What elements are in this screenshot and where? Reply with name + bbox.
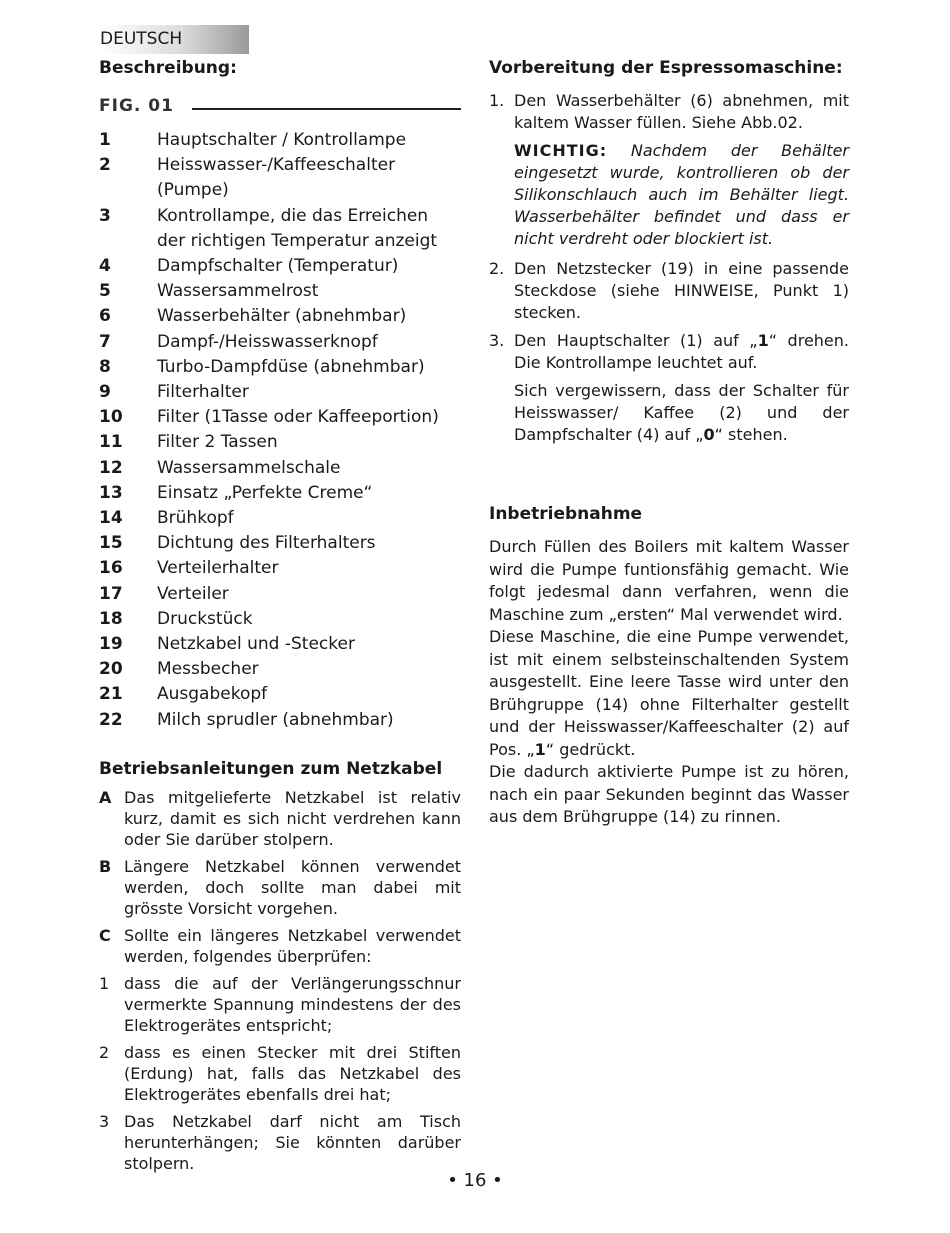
item-text: dass die auf der Verlängerungsschnur vermerkte Spannung mindestens der des Elektrogerätes entspricht; (124, 973, 461, 1035)
important-note (514, 140, 849, 250)
cable-section-title: Betriebsanleitungen zum Netzkabel (99, 758, 443, 779)
part-label: Netzkabel und -Stecker (157, 634, 355, 655)
part-number: 16 (99, 558, 123, 579)
part-item (99, 582, 461, 607)
parts-list (99, 128, 461, 733)
prep-steps-cont (489, 258, 849, 374)
item-marker: C (99, 925, 111, 945)
part-label: Hauptschalter / Kontrollampe (157, 130, 407, 150)
important-text: Nachdem der Behälter eingesetzt wurde, kontrollieren ob der Silikonschlauch auch im Behälter liegt. Wasserbehälter befindet und dass er nicht verdreht oder blockiert ist. (514, 141, 850, 248)
item-text: Längere Netzkabel können verwendet werden, doch sollte man dabei mit grösste Vorsicht vorgehen. (124, 856, 461, 918)
list-item (99, 925, 461, 967)
start-p2-b: “ gedrückt. (545, 739, 636, 759)
part-number: 10 (99, 407, 123, 428)
cable-instructions-list (99, 787, 461, 967)
part-label: Messbecher (157, 659, 259, 680)
part-number: 11 (99, 432, 123, 453)
part-item (99, 708, 461, 733)
step3-subtext (514, 380, 849, 446)
part-item (99, 128, 461, 153)
part-item (99, 682, 461, 707)
part-item (99, 330, 461, 355)
prep-step-3 (489, 330, 849, 374)
start-paragraph-3: Die dadurch aktivierte Pumpe ist zu hören, nach ein paar Sekunden beginnt das Wasser aus dem Brühgruppe (14) zu rinnen. (489, 762, 849, 826)
part-item (99, 204, 461, 254)
part-item (99, 153, 461, 203)
part-label: Filterhalter (157, 382, 249, 403)
part-label: Einsatz „Perfekte Creme“ (157, 482, 373, 503)
figure-label: FIG. 01 (99, 96, 174, 116)
part-label: Wassersammelschale (157, 457, 341, 478)
page-number: • 16 • (447, 1170, 503, 1191)
step3-sub-b: “ stehen. (714, 425, 788, 444)
part-number: 4 (99, 256, 111, 277)
item-marker: B (99, 856, 112, 876)
part-label: Turbo-Dampfdüse (abnehmbar) (157, 356, 425, 377)
part-label: Wasserbehälter (abnehmbar) (157, 306, 407, 327)
part-number: 7 (99, 331, 111, 352)
item-marker: 1 (99, 973, 110, 993)
part-number: 15 (99, 533, 123, 554)
part-number: 18 (99, 608, 123, 629)
part-label: Filter (1Tasse oder Kaffeeportion) (157, 407, 439, 428)
part-number: 5 (99, 281, 111, 302)
prep-step-2 (489, 258, 849, 324)
part-number: 19 (99, 634, 123, 655)
part-label: Dampf-/Heisswasserknopf (157, 331, 378, 352)
part-number: 1 (99, 130, 111, 150)
step-marker: 2. (489, 259, 505, 278)
part-item (99, 405, 461, 430)
section-title: Beschreibung: (99, 58, 237, 78)
left-column (99, 58, 461, 1180)
step-text: Den Wasserbehälter (6) abnehmen, mit kaltem Wasser füllen. Siehe Abb.02. (514, 91, 849, 132)
part-item (99, 430, 461, 455)
list-item (99, 787, 461, 850)
item-text: Sollte ein längeres Netzkabel verwendet werden, folgendes überprüfen: (124, 925, 461, 966)
part-item (99, 279, 461, 304)
part-label: Ausgabekopf (157, 684, 268, 705)
part-number: 2 (99, 155, 111, 176)
part-label: Kontrollampe, die das Erreichen der richtigen Temperatur anzeigt (157, 205, 438, 251)
item-marker: A (99, 787, 112, 807)
list-item (99, 1042, 461, 1105)
step3-sub-bold: 0 (703, 425, 715, 444)
important-label: WICHTIG: (514, 141, 608, 160)
step3-bold-a: 1 (757, 331, 769, 350)
step3-text-b: “ drehen. Die Kontrollampe leuchtet auf. (514, 331, 849, 372)
start-p2-bold: 1 (534, 739, 546, 759)
part-number: 14 (99, 508, 123, 529)
part-item (99, 481, 461, 506)
language-tab: DEUTSCH (98, 25, 249, 54)
part-number: 21 (99, 684, 123, 705)
right-column (489, 58, 849, 829)
part-item (99, 355, 461, 380)
part-label: Druckstück (157, 608, 253, 629)
step-marker: 3. (489, 331, 505, 350)
step3-sub-a: Sich vergewissern, dass der Schalter für Heisswasser/ Kaffee (2) und der Dampfschalter (4) auf „ (514, 381, 849, 444)
part-number: 9 (99, 382, 111, 403)
part-item (99, 632, 461, 657)
part-item (99, 657, 461, 682)
item-marker: 2 (99, 1042, 110, 1062)
part-item (99, 304, 461, 329)
part-number: 17 (99, 583, 123, 604)
item-marker: 3 (99, 1111, 110, 1131)
part-number: 20 (99, 659, 123, 680)
part-label: Wassersammelrost (157, 281, 319, 302)
list-item (99, 856, 461, 919)
part-label: Milch sprudler (abnehmbar) (157, 709, 394, 730)
part-number: 22 (99, 709, 123, 730)
part-number: 13 (99, 482, 123, 503)
item-text: dass es einen Stecker mit drei Stiften (Erdung) hat, falls das Netzkabel des Elektrogerätes ebenfalls drei hat; (124, 1042, 461, 1104)
step-marker: 1. (489, 91, 505, 110)
step-text: Den Netzstecker (19) in eine passende Steckdose (siehe HINWEISE, Punkt 1) stecken. (514, 259, 849, 322)
part-number: 6 (99, 306, 111, 327)
start-paragraph-2 (489, 626, 849, 761)
prep-title: Vorbereitung der Espressomaschine: (489, 58, 843, 78)
part-item (99, 254, 461, 279)
part-number: 8 (99, 356, 111, 377)
prep-step-1 (489, 90, 849, 134)
start-paragraph-1: Durch Füllen des Boilers mit kaltem Wasser wird die Pumpe funtionsfähig gemacht. Wie folgt jedesmal dann verfahren, wenn die Maschine zum „ersten“ Mal verwendet wird. (489, 537, 849, 624)
part-number: 12 (99, 457, 123, 478)
part-label: Filter 2 Tassen (157, 432, 278, 453)
step3-text-a: Den Hauptschalter (1) auf „ (514, 331, 758, 350)
part-label: Verteilerhalter (157, 558, 279, 579)
part-item (99, 556, 461, 581)
part-label: Dichtung des Filterhalters (157, 533, 376, 554)
part-label: Verteiler (157, 583, 229, 604)
list-item (99, 973, 461, 1036)
figure-heading (99, 96, 461, 116)
start-title: Inbetriebnahme (489, 504, 643, 524)
figure-rule (192, 108, 461, 110)
part-number: 3 (99, 205, 111, 226)
prep-steps (489, 90, 849, 134)
item-text: Das Netzkabel darf nicht am Tisch herunterhängen; Sie könnten darüber stolpern. (124, 1111, 461, 1173)
part-item (99, 456, 461, 481)
part-item (99, 506, 461, 531)
list-item (99, 1111, 461, 1174)
part-label: Brühkopf (157, 508, 234, 529)
part-label: Heisswasser-/Kaffeeschalter (Pumpe) (157, 155, 396, 201)
item-text: Das mitgelieferte Netzkabel ist relativ kurz, damit es sich nicht verdrehen kann oder Sie darüber stolpern. (124, 787, 461, 849)
step-text (514, 330, 849, 374)
part-item (99, 380, 461, 405)
part-label: Dampfschalter (Temperatur) (157, 256, 399, 277)
cable-checks-list (99, 973, 461, 1174)
part-item (99, 531, 461, 556)
part-item (99, 607, 461, 632)
start-p2-a: Diese Maschine, die eine Pumpe verwendet, ist mit einem selbsteinschaltenden System ausgestellt. Eine leere Tasse wird unter den Brühgruppe (14) ohne Filterhalter gestellt und der Heisswasser/Kaffeeschalter (2) auf Pos. „ (489, 627, 849, 759)
